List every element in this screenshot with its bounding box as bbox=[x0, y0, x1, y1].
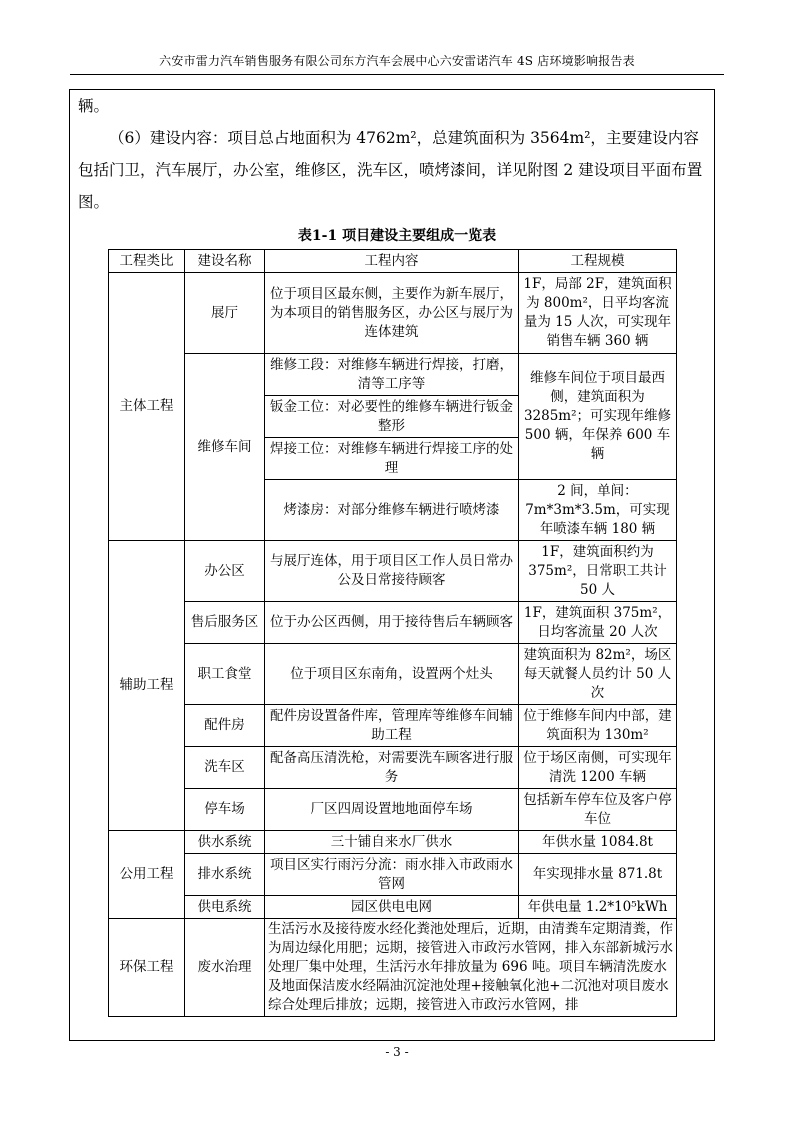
row-name: 配件房 bbox=[185, 705, 265, 747]
group-main: 主体工程 bbox=[109, 273, 185, 541]
row-content: 烤漆房：对部分维修车辆进行喷烤漆 bbox=[265, 480, 519, 541]
row-name: 办公区 bbox=[185, 541, 265, 602]
row-name: 维修车间 bbox=[185, 354, 265, 541]
table-row bbox=[109, 789, 677, 831]
page-number: - 3 - bbox=[385, 1045, 409, 1059]
table-row bbox=[109, 854, 677, 896]
row-content: 位于项目区东南角，设置两个灶头 bbox=[265, 644, 519, 705]
row-scale: 年供水量 1084.8t bbox=[519, 831, 677, 854]
table-row bbox=[109, 541, 677, 602]
group-util: 公用工程 bbox=[109, 831, 185, 919]
header-name: 建设名称 bbox=[185, 250, 265, 273]
group-aux: 辅助工程 bbox=[109, 541, 185, 831]
table-caption: 表1-1 项目建设主要组成一览表 bbox=[297, 228, 497, 244]
row-content: 焊接工位：对维修车辆进行焊接工序的处理 bbox=[265, 438, 519, 480]
page-header: 六安市雷力汽车销售服务有限公司东方汽车会展中心六安雷诺汽车 4S 店环境影响报告表 bbox=[159, 54, 635, 68]
row-name: 停车场 bbox=[185, 789, 265, 831]
header-scale: 工程规模 bbox=[519, 250, 677, 273]
row-name: 展厅 bbox=[185, 273, 265, 354]
row-content: 位于项目区最东侧，主要作为新车展厅，为本项目的销售服务区，办公区与展厅为连体建筑 bbox=[265, 273, 519, 354]
table-row bbox=[109, 644, 677, 705]
header-rule bbox=[70, 74, 724, 75]
row-content: 位于办公区西侧，用于接待售后车辆顾客 bbox=[265, 602, 519, 644]
row-scale: 年供电量 1.2*10⁵kWh bbox=[519, 896, 677, 919]
group-env: 环保工程 bbox=[109, 919, 185, 1017]
row-scale: 年实现排水量 871.8t bbox=[519, 854, 677, 896]
row-name: 职工食堂 bbox=[185, 644, 265, 705]
construction-table bbox=[108, 249, 677, 1017]
header-category: 工程类比 bbox=[109, 250, 185, 273]
header-content: 工程内容 bbox=[265, 250, 519, 273]
row-content: 与展厅连体，用于项目区工作人员日常办公及日常接待顾客 bbox=[265, 541, 519, 602]
row-scale: 位于维修车间内中部，建筑面积为 130m² bbox=[519, 705, 677, 747]
row-name: 排水系统 bbox=[185, 854, 265, 896]
row-scale: 包括新车停车位及客户停车位 bbox=[519, 789, 677, 831]
row-scale: 1F，建筑面积约为 375m²，日常职工共计 50 人 bbox=[519, 541, 677, 602]
table-row bbox=[109, 831, 677, 854]
row-content: 项目区实行雨污分流：雨水排入市政雨水管网 bbox=[265, 854, 519, 896]
row-content: 维修工段：对维修车辆进行焊接，打磨，清等工序等 bbox=[265, 354, 519, 396]
row-content: 厂区四周设置地地面停车场 bbox=[265, 789, 519, 831]
table-row bbox=[109, 747, 677, 789]
row-scale: 位于场区南侧，可实现年清洗 1200 车辆 bbox=[519, 747, 677, 789]
row-content-wide: 生活污水及接待废水经化粪池处理后，近期，由清粪车定期清粪，作为周边绿化用肥；远期，接管进入市政污水管网，排入东部新城污水处理厂集中处理，生活污水年排放量为 696 吨。项目车辆清洗废水及地面保洁废水经隔油沉淀池处理+接触氧化池+二沉池对项目废水综合处理后排放；远期，接管进入市政污水管网，排 bbox=[265, 919, 677, 1017]
row-content: 配件房设置备件库，管理库等维修车间辅助工程 bbox=[265, 705, 519, 747]
body-line-1: 辆。 bbox=[78, 97, 110, 115]
table-header-row bbox=[109, 250, 677, 273]
table-row bbox=[109, 919, 677, 1017]
row-name: 供电系统 bbox=[185, 896, 265, 919]
body-paragraph-construction: （6）建设内容：项目总占地面积为 4762m²，总建筑面积为 3564m²，主要建设内容包括门卫，汽车展厅，办公室，维修区，洗车区，喷烤漆间，详见附图 2 建设项目平面布置图。 bbox=[78, 129, 703, 211]
row-scale: 2 间，单间：7m*3m*3.5m，可实现年喷漆车辆 180 辆 bbox=[519, 480, 677, 541]
row-name: 供水系统 bbox=[185, 831, 265, 854]
row-content: 三十铺自来水厂供水 bbox=[265, 831, 519, 854]
table-row bbox=[109, 273, 677, 354]
row-scale: 建筑面积为 82m²，场区每天就餐人员约计 50 人次 bbox=[519, 644, 677, 705]
row-scale: 维修车间位于项目最西侧，建筑面积为 3285m²；可实现年维修 500 辆，年保养 600 车辆 bbox=[519, 354, 677, 480]
row-scale: 1F，局部 2F，建筑面积为 800m²，日平均客流量为 15 人次，可实现年销售车辆 360 辆 bbox=[519, 273, 677, 354]
row-content: 园区供电电网 bbox=[265, 896, 519, 919]
table-row bbox=[109, 896, 677, 919]
table-row bbox=[109, 705, 677, 747]
table-row bbox=[109, 602, 677, 644]
row-name: 售后服务区 bbox=[185, 602, 265, 644]
row-content: 配备高压清洗枪，对需要洗车顾客进行服务 bbox=[265, 747, 519, 789]
table-row bbox=[109, 354, 677, 396]
row-name: 洗车区 bbox=[185, 747, 265, 789]
row-scale: 1F，建筑面积 375m²，日均客流量 20 人次 bbox=[519, 602, 677, 644]
row-name: 废水治理 bbox=[185, 919, 265, 1017]
row-content: 钣金工位：对必要性的维修车辆进行钣金整形 bbox=[265, 396, 519, 438]
